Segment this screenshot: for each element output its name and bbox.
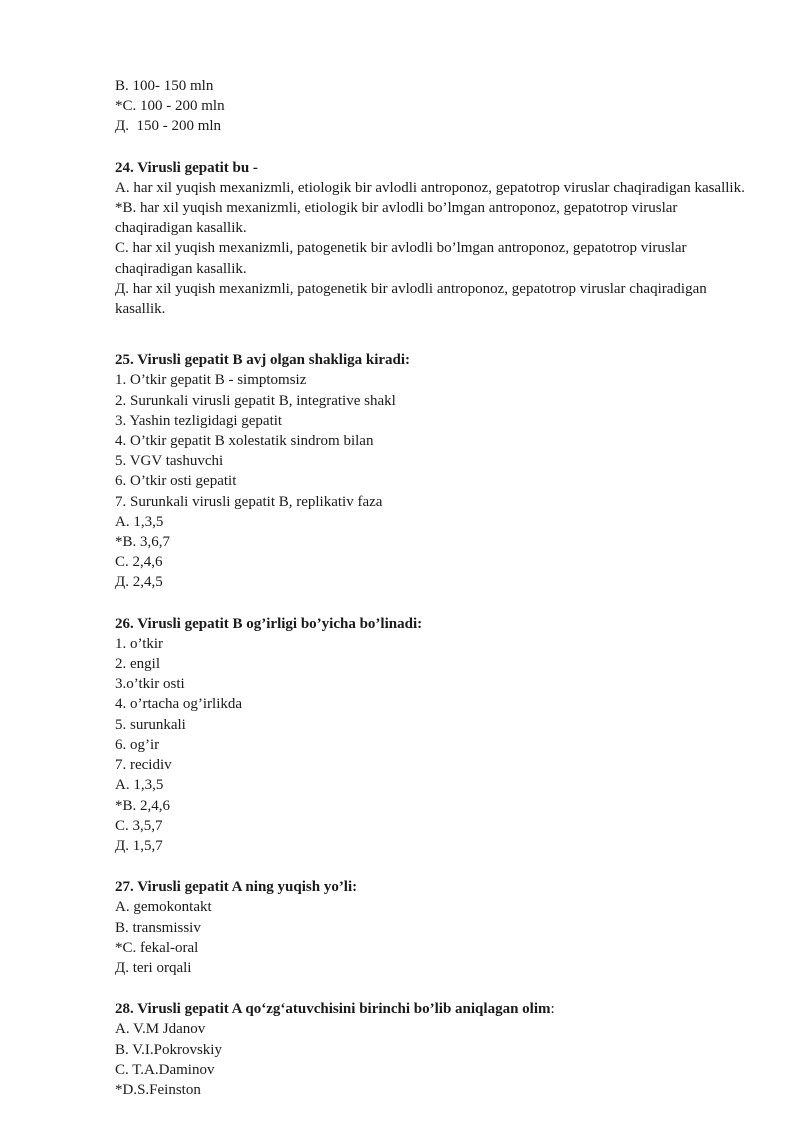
question-26 xyxy=(115,614,745,856)
list-item: 5. VGV tashuvchi xyxy=(115,453,224,470)
list-item: 6. O’tkir osti gepatit xyxy=(115,473,237,490)
list-item: 4. O’tkir gepatit B xolestatik sindrom bilan xyxy=(115,433,374,450)
option-line: Д. 150 - 200 mln xyxy=(115,118,222,135)
question-stem-text: 28. Virusli gepatit A qo‘zg‘atuvchisini birinchi bo’lib aniqlagan olim xyxy=(115,1001,551,1018)
answer-option: *B. 3,6,7 xyxy=(115,534,171,551)
question-stem: 25. Virusli gepatit B avj olgan shakliga kiradi: xyxy=(115,352,411,369)
list-item: 1. o’tkir xyxy=(115,635,164,652)
question-27 xyxy=(115,877,745,978)
question-28 xyxy=(115,999,745,1100)
answer-option: A. 1,3,5 xyxy=(115,513,164,530)
list-item: 4. o’rtacha og’irlikda xyxy=(115,696,243,713)
answer-option: A. 1,3,5 xyxy=(115,777,164,794)
question-25 xyxy=(115,350,745,592)
list-item: 5. surunkali xyxy=(115,716,186,733)
answer-option: A. gemokontakt xyxy=(115,899,212,916)
option-paragraph: Д. har xil yuqish mexanizmli, patogenetik bir avlodli antroponoz, gepatotrop viruslar chaqiradigan kasallik. xyxy=(115,280,707,318)
list-item: 6. og’ir xyxy=(115,736,160,753)
answer-option: B. transmissiv xyxy=(115,919,201,936)
option-paragraph: A. har xil yuqish mexanizmli, etiologik bir avlodli antroponoz, gepatotrop viruslar chaqiradigan kasallik. xyxy=(115,179,745,196)
list-item: 7. recidiv xyxy=(115,757,172,774)
answer-option: Д. 2,4,5 xyxy=(115,574,163,591)
document-page xyxy=(115,76,745,1100)
answer-option: C. T.A.Daminov xyxy=(115,1061,215,1078)
question-stem xyxy=(115,999,745,1019)
answer-option: A. V.M Jdanov xyxy=(115,1021,206,1038)
answer-option: Д. 1,5,7 xyxy=(115,837,163,854)
question-24 xyxy=(115,158,745,320)
list-item: 7. Surunkali virusli gepatit B, replikativ faza xyxy=(115,493,383,510)
list-item: 2. engil xyxy=(115,656,160,673)
option-paragraph: *B. har xil yuqish mexanizmli, etiologik bir avlodli bo’lmgan antroponoz, gepatotrop viruslar chaqiradigan kasallik. xyxy=(115,200,678,237)
question-stem-colon: : xyxy=(550,1001,555,1018)
answer-option: B. V.I.Pokrovskiy xyxy=(115,1041,222,1058)
list-item: 3. Yashin tezligidagi gepatit xyxy=(115,412,283,429)
answer-option: Д. teri orqali xyxy=(115,959,192,976)
question-23-options xyxy=(115,76,745,137)
option-line: B. 100- 150 mln xyxy=(115,78,214,94)
answer-option: C. 3,5,7 xyxy=(115,817,163,834)
answer-option: *B. 2,4,6 xyxy=(115,797,171,814)
question-stem: 24. Virusli gepatit bu - xyxy=(115,159,258,176)
question-stem: 27. Virusli gepatit A ning yuqish yo’li: xyxy=(115,879,358,896)
answer-option: *C. fekal-oral xyxy=(115,939,199,956)
list-item: 1. O’tkir gepatit B - simptomsiz xyxy=(115,372,307,389)
answer-option: *D.S.Feinston xyxy=(115,1081,201,1098)
question-stem: 26. Virusli gepatit B og’irligi bo’yicha bo’linadi: xyxy=(115,615,423,632)
list-item: 2. Surunkali virusli gepatit B, integrative shakl xyxy=(115,392,396,409)
list-item: 3.o’tkir osti xyxy=(115,676,185,693)
answer-option: C. 2,4,6 xyxy=(115,554,163,571)
option-paragraph: C. har xil yuqish mexanizmli, patogenetik bir avlodli bo’lmgan antroponoz, gepatotrop viruslar chaqiradigan kasallik. xyxy=(115,240,687,277)
option-line: *C. 100 - 200 mln xyxy=(115,98,225,115)
